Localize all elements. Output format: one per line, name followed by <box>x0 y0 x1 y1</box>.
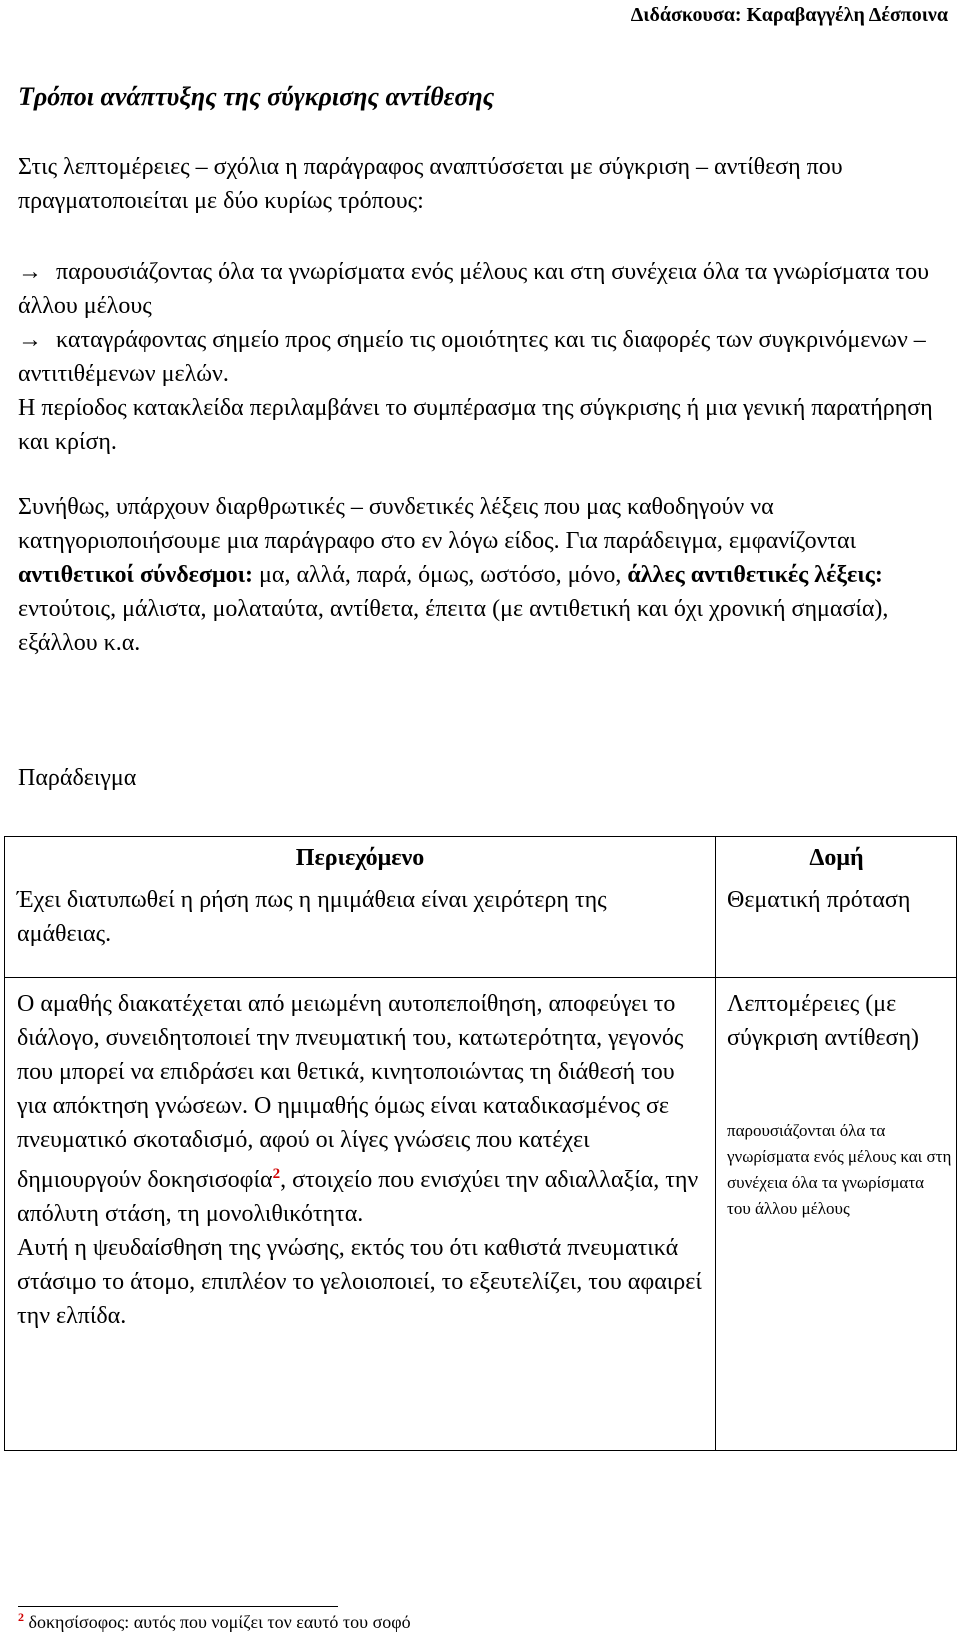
table-row-divider <box>5 977 956 978</box>
row2-content <box>17 987 707 1333</box>
intro-paragraph: Στις λεπτομέρειες – σχόλια η παράγραφος αναπτύσσεται με σύγκριση – αντίθεση που πραγματοποιείται με δύο κυρίως τρόπους: <box>18 154 843 214</box>
teacher-header: Διδάσκουσα: Καραβαγγέλη Δέσποινα <box>630 4 948 26</box>
row2-structure: Λεπτομέρειες (με σύγκριση αντίθεση) <box>727 991 920 1051</box>
row2-structure-note: παρουσιάζονται όλα τα γνωρίσματα ενός μέλους και στη συνέχεια όλα τα γνωρίσματα του άλλου μέλους <box>727 1121 952 1218</box>
example-label: Παράδειγμα <box>18 765 137 791</box>
other-contrast-words-list: εντούτοις, μάλιστα, μολαταύτα, αντίθετα, έπειτα (με αντιθετική και όχι χρονική σημασία), εξάλλου κ.α. <box>18 596 889 656</box>
header-structure: Δομή <box>809 845 864 871</box>
header-content: Περιεχόμενο <box>295 845 425 871</box>
row2-content-b: , στοιχείο που ενισχύει την αδιαλλαξία, την απόλυτη στάση, τη μονολιθικότητα. <box>17 1167 699 1227</box>
method-2-text: καταγράφοντας σημείο προς σημείο τις ομοιότητες και τις διαφορές των συγκρινόμενων – αντιτιθέμενων μελών. <box>18 327 926 387</box>
page-title: Τρόποι ανάπτυξης της σύγκρισης αντίθεσης <box>18 82 495 111</box>
row2-content-c: Αυτή η ψευδαίσθηση της γνώσης, εκτός του ότι καθιστά πνευματικά στάσιμο το άτομο, επιπλέον το γελοιοποιεί, το εξευτελίζει, του αφαιρεί την ελπίδα. <box>17 1235 702 1329</box>
row1-content: Έχει διατυπωθεί η ρήση πως η ημιμάθεια είναι χειρότερη της αμάθειας. <box>17 887 607 947</box>
row2-content-a: Ο αμαθής διακατέχεται από μειωμένη αυτοπεποίθηση, αποφεύγει το διάλογο, συνειδητοποιεί την πνευματική του, κατωτερότητα, γεγονός που μπορεί να επιδράσει και θετικά, κινητοποιώντας τη διάθεσή του για απόκτηση γνώσεων. Ο ημιμαθής όμως είναι καταδικασμένος σε πνευματικό σκοταδισμό, αφού οι λίγες γνώσεις που κατέχει δημιουργούν δοκησισοφία <box>17 991 684 1193</box>
table-column-divider <box>715 837 716 1450</box>
contrast-conjunctions-label: αντιθετικοί σύνδεσμοι: <box>18 562 254 588</box>
connectives-intro: Συνήθως, υπάρχουν διαρθρωτικές – συνδετικές λέξεις που μας καθοδηγούν να κατηγοριοποιήσουμε μια παράγραφο στο εν λόγω είδος. <box>18 494 774 554</box>
other-contrast-words-label: άλλες αντιθετικές λέξεις: <box>627 562 883 588</box>
footnote-text: δοκησίσοφος: αυτός που νομίζει τον εαυτό του σοφό <box>28 1612 411 1632</box>
contrast-conjunctions-list: μα, αλλά, παρά, όμως, ωστόσο, μόνο, <box>259 562 622 588</box>
footnote <box>18 1610 411 1633</box>
method-1-text: παρουσιάζοντας όλα τα γνωρίσματα ενός μέλους και στη συνέχεια όλα τα γνωρίσματα του άλλου μέλους <box>18 259 930 319</box>
arrow-icon: → <box>18 327 42 353</box>
footnote-reference[interactable]: 2 <box>272 1166 281 1182</box>
method-1 <box>18 255 938 323</box>
footnote-mark: 2 <box>18 1610 24 1624</box>
example-table <box>4 836 957 1451</box>
method-2 <box>18 323 938 391</box>
footnote-divider <box>18 1606 338 1607</box>
connectives-paragraph <box>18 490 938 660</box>
methods-paragraph <box>18 255 938 459</box>
conclusion-text: Η περίοδος κατακλείδα περιλαμβάνει το συμπέρασμα της σύγκρισης ή μια γενική παρατήρηση και κρίση. <box>18 395 933 455</box>
connectives-example-lead: Για παράδειγμα, εμφανίζονται <box>565 528 857 554</box>
arrow-icon: → <box>18 259 42 285</box>
row1-structure: Θεματική πρόταση <box>727 887 911 913</box>
